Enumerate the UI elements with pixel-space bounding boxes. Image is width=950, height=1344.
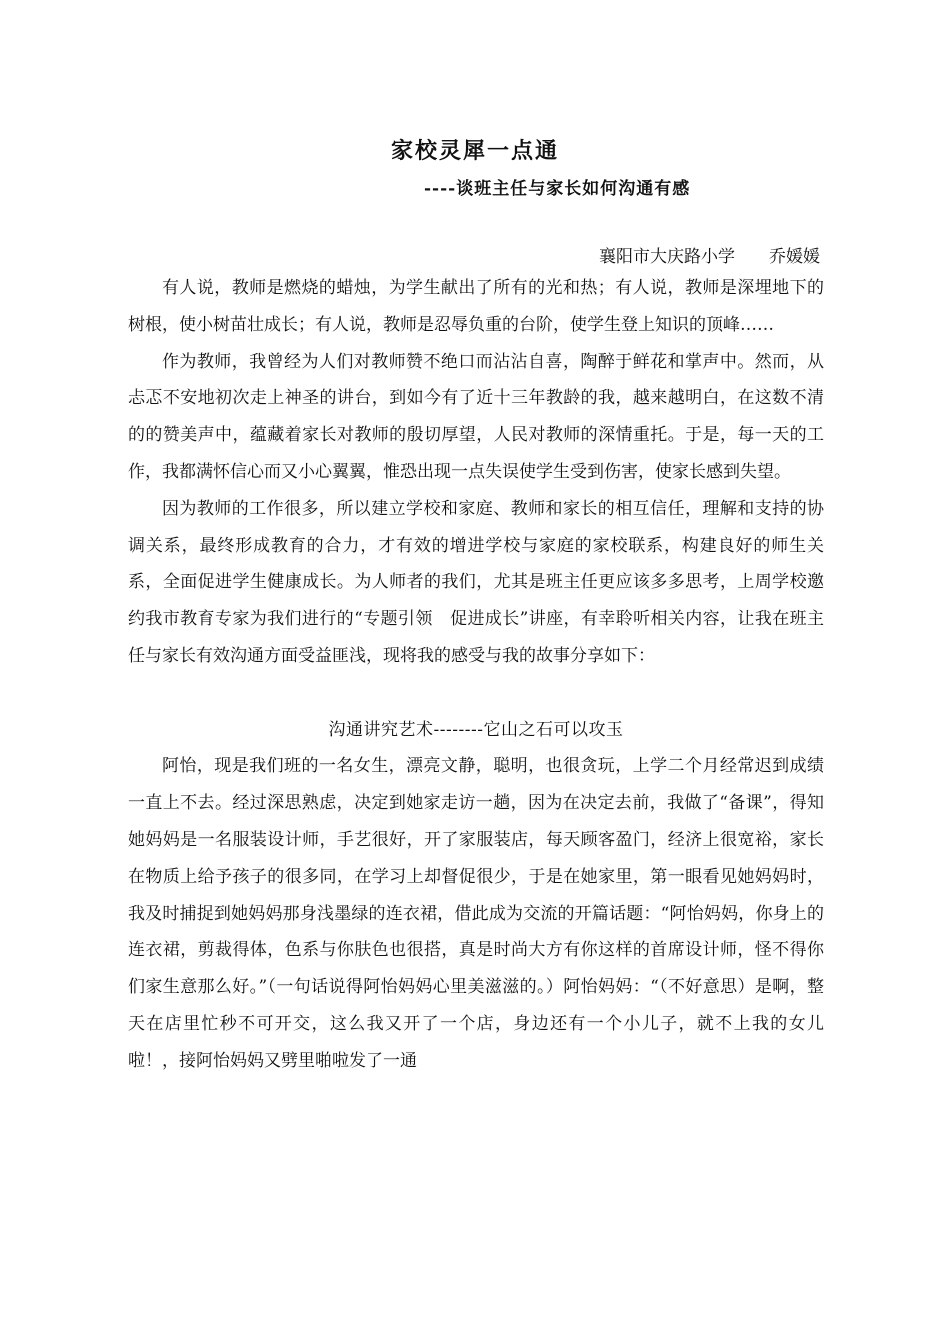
document-subtitle: ----谈班主任与家长如何沟通有感 <box>424 179 691 199</box>
paragraph: 因为教师的工作很多，所以建立学校和家庭、教师和家长的相互信任，理解和支持的协调关系，最终形成教育的合力，才有效的增进学校与家庭的家校联系，构建良好的师生关系，全面促进学生健康成长。为人师者的我们，尤其是班主任更应该多多思考，上周学校邀约我市教育专家为我们进行的“专题引领 促进成长”讲座，有幸聆听相关内容，让我在班主任与家长有效沟通方面受益匪浅，现将我的感受与我的故事分享如下： <box>128 498 824 666</box>
byline <box>599 242 820 267</box>
byline-school: 襄阳市大庆路小学 <box>599 247 735 267</box>
document-title: 家校灵犀一点通 <box>390 138 559 164</box>
paragraph: 有人说，教师是燃烧的蜡烛，为学生献出了所有的光和热；有人说，教师是深埋地下的树根，使小树苗壮成长；有人说，教师是忍辱负重的台阶，使学生登上知识的顶峰…… <box>128 278 824 335</box>
paragraph: 作为教师，我曾经为人们对教师赞不绝口而沾沾自喜，陶醉于鲜花和掌声中。然而，从忐忑不安地初次走上神圣的讲台，到如今有了近十三年教龄的我，越来越明白，在这数不清的的赞美声中，蕴藏着家长对教师的殷切厚望，人民对教师的深情重托。于是，每一天的工作，我都满怀信心而又小心翼翼，惟恐出现一点失误使学生受到伤害，使家长感到失望。 <box>128 351 824 482</box>
document-body <box>128 270 824 1080</box>
byline-author: 乔媛媛 <box>769 247 820 267</box>
section-heading: 沟通讲究艺术--------它山之石可以攻玉 <box>328 719 624 740</box>
paragraph: 阿怡，现是我们班的一名女生，漂亮文静，聪明，也很贪玩，上学二个月经常迟到成绩一直上不去。经过深思熟虑，决定到她家走访一趟，因为在决定去前，我做了“备课”，得知她妈妈是一名服装设计师，手艺很好，开了家服装店，每天顾客盈门，经济上很宽裕，家长在物质上给予孩子的很多同，在学习上却督促很少，于是在她家里，第一眼看见她妈妈时，我及时捕捉到她妈妈那身浅墨绿的连衣裙，借此成为交流的开篇话题：“阿怡妈妈，你身上的连衣裙，剪裁得体，色系与你肤色也很搭，真是时尚大方有你这样的首席设计师，怪不得你们家生意那么好。”（一句话说得阿怡妈妈心里美滋滋的。）阿怡妈妈：“（不好意思）是啊，整天在店里忙秒不可开交，这么我又开了一个店，身边还有一个小儿子，就不上我的女儿啦！，接阿怡妈妈又劈里啪啦发了一通 <box>128 756 824 1071</box>
